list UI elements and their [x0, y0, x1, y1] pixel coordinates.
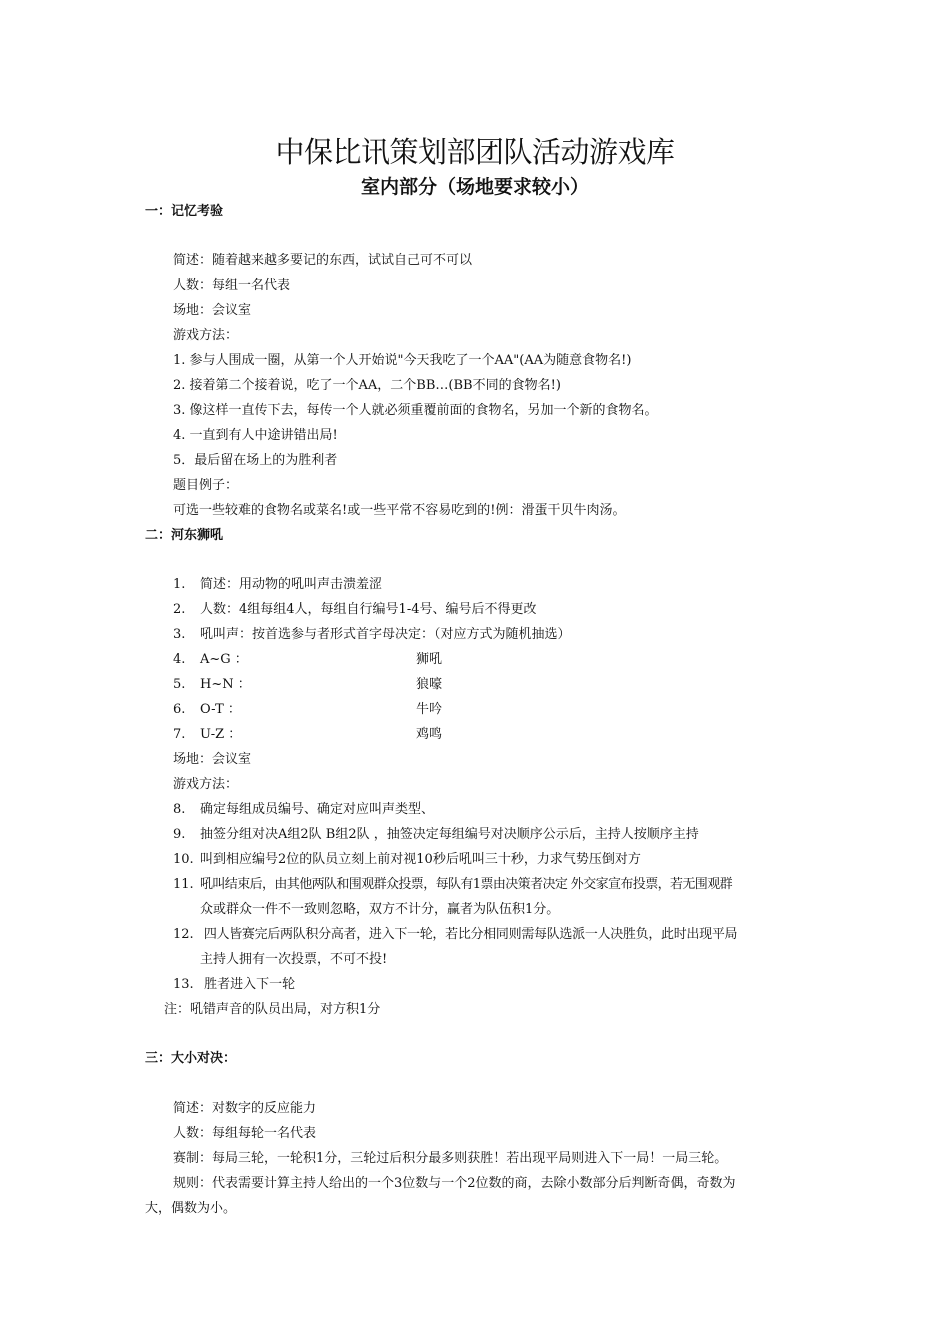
s2-mapping-num: 5.	[173, 677, 186, 692]
s2-step-text: 叫到相应编号2位的队员立刻上前对视10秒后吼叫三十秒，力求气势压倒对方	[200, 852, 641, 867]
s2-step-text: 胜者进入下一轮	[200, 977, 296, 992]
s3-line-wrap: 大，偶数为小。	[145, 1201, 237, 1216]
s1-intro-venue: 场地：会议室	[173, 303, 252, 318]
s2-note: 注：吼错声音的队员出局，对方积1分	[164, 1002, 381, 1017]
s2-step-text: 抽签分组对决A组2队 B组2队 ，抽签决定每组编号对决顺序公示后，主持人按顺序主持	[200, 827, 699, 842]
s1-intro-players: 人数：每组一名代表	[173, 278, 291, 293]
s2-step	[173, 925, 737, 945]
s2-mapping-range: O-T ：	[200, 702, 241, 717]
s2-item-text: 吼叫声：按首选参与者形式首字母决定：（对应方式为随机抽选）	[200, 627, 571, 642]
s3-line: 规则：代表需要计算主持人给出的一个3位数与一个2位数的商，去除小数部分后判断奇偶，奇数为	[173, 1176, 736, 1191]
s3-line: 简述：对数字的反应能力	[173, 1101, 317, 1116]
s2-step-continuation: 主持人拥有一次投票，不可不投!	[200, 952, 388, 967]
s1-step: 3. 像这样一直传下去，每传一个人就必须重覆前面的食物名，另加一个新的食物名。	[173, 403, 658, 418]
s2-mapping-sound: 狮吼	[416, 652, 443, 667]
s2-step	[173, 800, 434, 820]
s1-step: 2. 接着第二个接着说，吃了一个AA，二个BB…(BB不同的食物名!)	[173, 378, 561, 393]
s1-step: 4. 一直到有人中途讲错出局!	[173, 428, 338, 443]
s2-step-num: 13.	[173, 977, 194, 992]
s2-item-num: 3.	[173, 627, 186, 642]
s1-step: 5．最后留在场上的为胜利者	[173, 453, 338, 468]
s1-example: 可选一些较难的食物名或菜名!或一些平常不容易吃到的!例：滑蛋干贝牛肉汤。	[173, 503, 626, 518]
s2-mapping-num: 7.	[173, 727, 186, 742]
document-title: 中保比讯策划部团队活动游戏库	[275, 135, 675, 169]
section-heading-big-small: 三：大小对决：	[145, 1051, 237, 1066]
s2-step-num: 9.	[173, 827, 186, 842]
s2-step-num: 10.	[173, 852, 194, 867]
s2-item	[173, 600, 536, 620]
s2-mapping-range: A~G ：	[200, 652, 248, 667]
s2-step-text: 四人皆赛完后两队积分高者，进入下一轮，若比分相同则需每队选派一人决胜负，此时出现平局	[200, 927, 738, 942]
s2-mapping-range: U-Z ：	[200, 727, 242, 742]
section-heading-memory: 一：记忆考验	[145, 204, 224, 219]
s2-step-continuation: 众或群众一件不一致则忽略，双方不计分，赢者为队伍积1分。	[200, 902, 560, 917]
s2-step	[173, 975, 295, 995]
s2-item-text: 简述：用动物的吼叫声击溃羞涩	[200, 577, 383, 592]
s2-step-text: 确定每组成员编号、确定对应叫声类型、	[200, 802, 435, 817]
s1-step: 1. 参与人围成一圈，从第一个人开始说"今天我吃了一个AA"(AA为随意食物名!)	[173, 353, 632, 368]
s1-intro-summary: 简述：随着越来越多要记的东西，试试自己可不可以	[173, 253, 473, 268]
s2-step	[173, 875, 732, 895]
s2-item-num: 2.	[173, 602, 186, 617]
s2-mapping-sound: 牛吟	[416, 702, 443, 717]
s2-step-num: 8.	[173, 802, 186, 817]
s2-step-text: 吼叫结束后，由其他两队和围观群众投票，每队有1票由决策者决定 外交家宣布投票，若无围观群	[200, 877, 733, 892]
section-heading-lion-roar: 二：河东狮吼	[145, 528, 224, 543]
s2-step	[173, 825, 699, 845]
s2-step-num: 12.	[173, 927, 194, 942]
s1-example-label: 题目例子：	[173, 478, 239, 493]
s1-intro-method: 游戏方法：	[173, 328, 239, 343]
s2-item-text: 人数：4组每组4人，每组自行编号1-4号、编号后不得更改	[200, 602, 537, 617]
s2-mapping-num: 6.	[173, 702, 186, 717]
s2-mapping-sound: 狼嚎	[416, 677, 443, 692]
s2-step	[173, 850, 641, 870]
s2-item-num: 1.	[173, 577, 186, 592]
s2-method: 游戏方法：	[173, 777, 239, 792]
s2-venue: 场地：会议室	[173, 752, 252, 767]
s3-line: 赛制：每局三轮，一轮积1分，三轮过后积分最多则获胜！若出现平局则进入下一局！一局三轮。	[173, 1151, 728, 1166]
s2-item	[173, 625, 571, 645]
document-subtitle: 室内部分（场地要求较小）	[360, 176, 589, 198]
s2-mapping-num: 4.	[173, 652, 186, 667]
s2-item	[173, 575, 382, 595]
s2-step-num: 11.	[173, 877, 194, 892]
s3-line: 人数：每组每轮一名代表	[173, 1126, 317, 1141]
s2-mapping-sound: 鸡鸣	[416, 727, 443, 742]
s2-mapping-range: H~N ：	[200, 677, 251, 692]
